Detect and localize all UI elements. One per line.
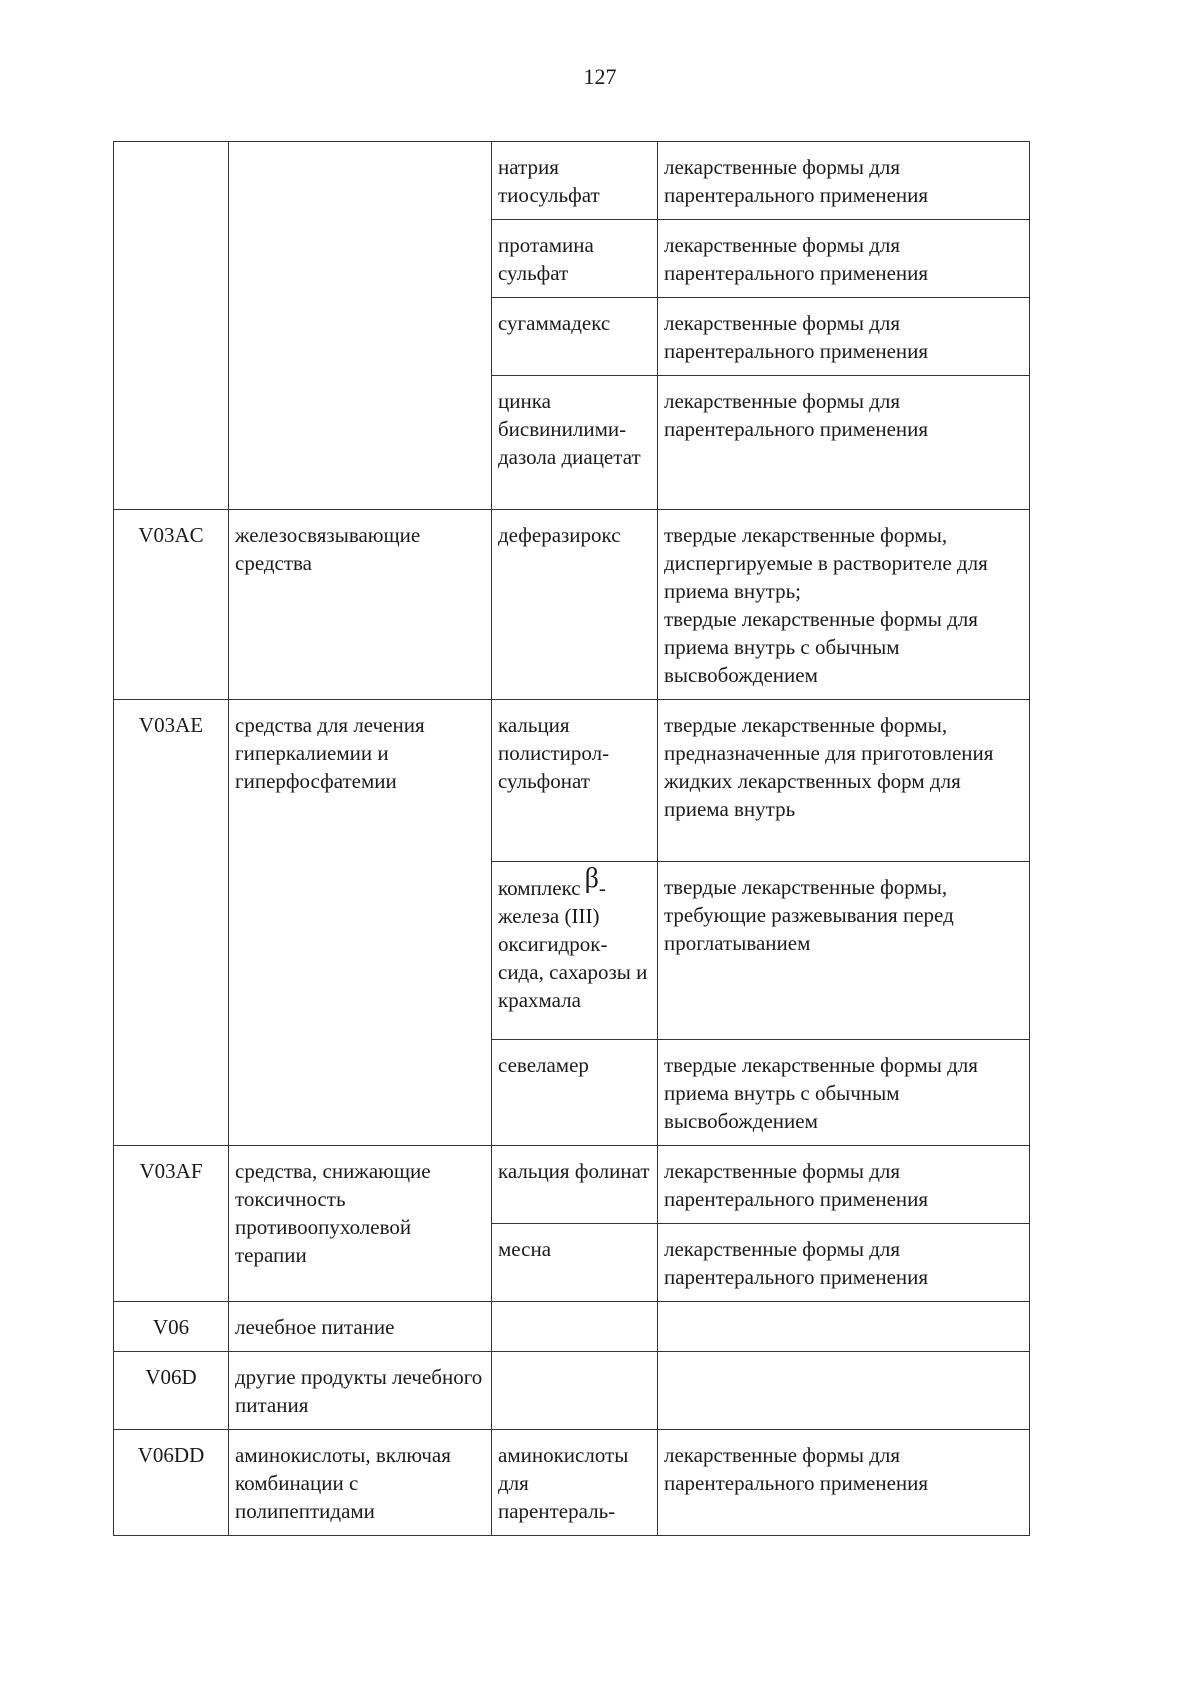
drug-name-cell: кальция фолинат — [492, 1146, 658, 1224]
dosage-form-cell — [658, 142, 1030, 220]
dosage-form-text: лекарственные формы для парентерального применения — [664, 311, 929, 363]
dosage-form-text: лекарственные формы для парентерального применения — [664, 1237, 929, 1289]
drug-name-cell: цинка бисвинилими-дазола диацетат — [492, 376, 658, 510]
atc-code-cell: V06 — [114, 1302, 229, 1352]
drug-name-cell — [492, 862, 658, 1040]
table-row — [114, 700, 1030, 862]
dosage-form-text: лекарственные формы для парентерального применения — [664, 389, 929, 441]
dosage-form-cell — [658, 510, 1030, 700]
beta-symbol: β — [584, 863, 599, 894]
table-row — [114, 1302, 1030, 1352]
drug-name-cell — [492, 1352, 658, 1430]
page-number: 127 — [583, 64, 617, 89]
dosage-form-cell — [658, 220, 1030, 298]
dosage-form-cell — [658, 298, 1030, 376]
dosage-form-text: твердые лекарственные формы, требующие разжевывания перед проглатыванием — [664, 875, 954, 955]
drug-table — [113, 141, 1030, 1536]
drug-name-cell: севеламер — [492, 1040, 658, 1146]
table-row — [114, 142, 1030, 220]
atc-code-cell: V03AC — [114, 510, 229, 700]
drug-name-beta-line — [498, 863, 599, 900]
dosage-form-text: твердые лекарственные формы, предназначенные для приготовления жидких лекарственных форм для приема внутрь — [664, 713, 994, 821]
atc-name-cell: средства для лечения гиперкалиемии и гиперфосфатемии — [229, 700, 492, 1146]
dosage-form-cell — [658, 1040, 1030, 1146]
dosage-form-cell — [658, 862, 1030, 1040]
atc-code-cell: V03AE — [114, 700, 229, 1146]
atc-code-cell: V06D — [114, 1352, 229, 1430]
drug-name-cell: аминокислоты для парентераль- — [492, 1430, 658, 1536]
dosage-form-text: лекарственные формы для парентерального применения — [664, 155, 929, 207]
dosage-form-cell — [658, 1352, 1030, 1430]
drug-name-cell: кальция полистирол-сульфонат — [492, 700, 658, 862]
atc-name-cell: средства, снижающие токсичность противоопухолевой терапии — [229, 1146, 492, 1302]
atc-code-cell: V06DD — [114, 1430, 229, 1536]
table-row — [114, 510, 1030, 700]
drug-name-cell: натрия тиосульфат — [492, 142, 658, 220]
drug-name-cell — [492, 1302, 658, 1352]
atc-name-cell: лечебное питание — [229, 1302, 492, 1352]
drug-name-cell: протамина сульфат — [492, 220, 658, 298]
dosage-form-text: лекарственные формы для парентерального применения — [664, 233, 929, 285]
drug-name-cell: сугаммадекс — [492, 298, 658, 376]
dosage-form-cell — [658, 1146, 1030, 1224]
dosage-form-text: лекарственные формы для парентерального применения — [664, 1159, 929, 1211]
drug-name-cell: деферазирокс — [492, 510, 658, 700]
drug-name-prefix: комплекс — [498, 876, 581, 900]
dosage-form-text: лекарственные формы для парентерального применения — [664, 1443, 929, 1495]
dosage-form-text: твердые лекарственные формы, диспергируемые в растворителе для приема внутрь; — [664, 523, 988, 603]
atc-name-cell: аминокислоты, включая комбинации с полипептидами — [229, 1430, 492, 1536]
drug-name-rest: - железа (III) оксигидрок-сида, сахарозы и крахмала — [498, 876, 648, 1012]
dosage-form-cell — [658, 1302, 1030, 1352]
atc-name-cell: железосвязывающие средства — [229, 510, 492, 700]
table-row — [114, 1146, 1030, 1224]
dosage-form-cell — [658, 1224, 1030, 1302]
dosage-form-cell — [658, 700, 1030, 862]
dosage-form-text: твердые лекарственные формы для приема внутрь с обычным высвобождением — [664, 607, 978, 687]
drug-name-cell: месна — [492, 1224, 658, 1302]
table-row — [114, 1352, 1030, 1430]
atc-code-cell — [114, 142, 229, 510]
atc-name-cell — [229, 142, 492, 510]
table-row — [114, 1430, 1030, 1536]
dosage-form-cell — [658, 1430, 1030, 1536]
atc-name-cell: другие продукты лечебного питания — [229, 1352, 492, 1430]
dosage-form-text: твердые лекарственные формы для приема внутрь с обычным высвобождением — [664, 1053, 978, 1133]
atc-code-cell: V03AF — [114, 1146, 229, 1302]
dosage-form-cell — [658, 376, 1030, 510]
